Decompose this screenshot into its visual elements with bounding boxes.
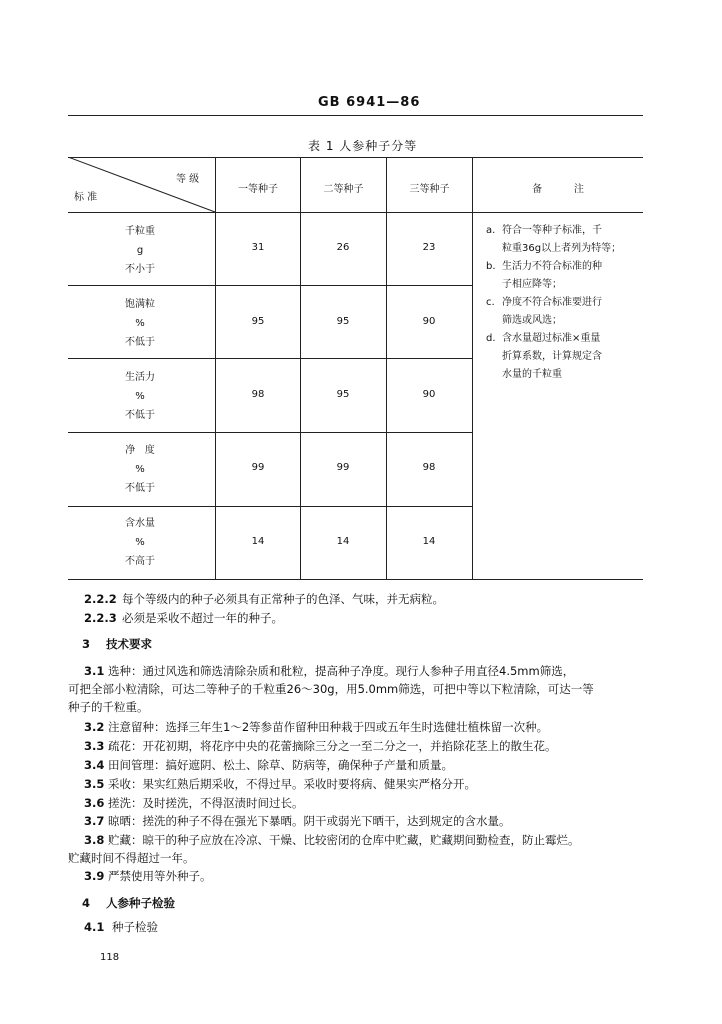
clause-2-2-2: 2.2.2 每个等级内的种子必须具有正常种子的色泽、气味，并无病粒。 xyxy=(84,592,444,606)
criterion-unit: g xyxy=(136,245,144,256)
value-cell: 95 xyxy=(336,389,350,400)
remark-text: 符合一等种子标准，千 xyxy=(502,225,602,236)
remark-text: 生活力不符合标准的种 xyxy=(502,261,602,272)
row-rule xyxy=(68,432,472,433)
remark-item xyxy=(486,330,621,384)
row-rule xyxy=(68,506,472,507)
col-rule xyxy=(386,157,387,579)
col-rule xyxy=(215,157,216,579)
criterion-limit: 不低于 xyxy=(125,483,155,494)
remark-text: 水量的千粒重 xyxy=(502,369,562,380)
clause-3-8-cont: 贮藏时间不得超过一年。 xyxy=(68,851,195,865)
value-cell: 14 xyxy=(251,536,265,547)
remark-text: 子相应降等； xyxy=(502,279,562,290)
col-rule xyxy=(300,157,301,579)
criterion-name: 饱满粒 xyxy=(125,299,155,310)
page-number: 118 xyxy=(100,952,120,963)
clause-3-9: 3.9 严禁使用等外种子。 xyxy=(84,869,212,883)
header-rule xyxy=(68,115,643,116)
criterion-unit: % xyxy=(135,464,145,475)
remark-item xyxy=(486,258,621,294)
criterion-unit: % xyxy=(135,391,145,402)
value-cell: 99 xyxy=(336,462,350,473)
criterion-unit: % xyxy=(135,537,145,548)
col-rule xyxy=(472,157,473,579)
criterion-cell xyxy=(70,441,210,498)
clause-4-1: 4.1 种子检验 xyxy=(84,920,158,934)
standard-code: GB 6941—86 xyxy=(318,95,421,110)
criterion-limit: 不低于 xyxy=(125,410,155,421)
col-header-grade3: 三等种子 xyxy=(409,184,450,195)
clause-3-7: 3.7 晾晒：搓洗的种子不得在强光下暴晒。阴干或弱光下晒干，达到规定的含水量。 xyxy=(84,814,511,828)
col-header-grade1: 一等种子 xyxy=(238,184,278,195)
remarks-list xyxy=(486,222,621,384)
value-cell: 23 xyxy=(422,242,436,253)
clause-2-2-3: 2.2.3 必须是采收不超过一年的种子。 xyxy=(84,611,283,625)
header-grade: 等 级 xyxy=(176,174,200,185)
clause-3-4: 3.4 田间管理：搞好遮阴、松土、除草、防病等，确保种子产量和质量。 xyxy=(84,758,453,772)
clause-3-3: 3.3 疏花：开花初期，将花序中央的花蕾摘除三分之一至二分之一，并掐除花茎上的散生花。 xyxy=(84,739,557,753)
remark-text: 含水量超过标准×重量 xyxy=(502,333,601,344)
remark-mark: d. xyxy=(486,333,496,344)
criterion-limit: 不高于 xyxy=(125,556,155,567)
value-cell: 98 xyxy=(422,462,436,473)
row-rule xyxy=(68,285,472,286)
value-cell: 98 xyxy=(251,389,265,400)
criterion-cell xyxy=(70,295,210,352)
value-cell: 31 xyxy=(251,242,265,253)
clause-3-1-cont: 可把全部小粒清除，可达二等种子的千粒重26～30g，用5.0mm筛选，可把中等以下粒清除，可达一等 xyxy=(68,682,594,696)
remark-item xyxy=(486,294,621,330)
remark-text: 净度不符合标准要进行 xyxy=(502,297,602,308)
table-bottom-rule xyxy=(68,579,643,580)
criterion-cell xyxy=(70,368,210,425)
table-caption: 表 1 人参种子分等 xyxy=(308,139,418,153)
col-header-grade2: 二等种子 xyxy=(323,184,364,195)
col-header-remarks: 备 注 xyxy=(532,184,584,195)
clause-3-2: 3.2 注意留种：选择三年生1～2等参苗作留种田种栽于四或五年生时选健壮植株留一次种。 xyxy=(84,720,549,734)
remark-item xyxy=(486,222,621,258)
value-cell: 26 xyxy=(336,242,350,253)
value-cell: 90 xyxy=(422,389,436,400)
criterion-name: 含水量 xyxy=(125,518,155,529)
criterion-name: 净 度 xyxy=(125,445,155,456)
value-cell: 95 xyxy=(336,316,350,327)
criterion-name: 生活力 xyxy=(125,372,155,383)
row-rule xyxy=(68,358,472,359)
value-cell: 95 xyxy=(251,316,265,327)
criterion-name: 千粒重 xyxy=(125,226,155,237)
remark-text: 粒重36g以上者列为特等； xyxy=(502,243,622,254)
clause-3-6: 3.6 搓洗：及时搓洗，不得沤渍时间过长。 xyxy=(84,796,304,810)
remark-mark: c. xyxy=(486,297,495,308)
header-diagonal xyxy=(68,157,216,213)
clause-3-8: 3.8 贮藏：晾干的种子应放在冷凉、干燥、比较密闭的仓库中贮藏，贮藏期间勤检查，防止霉烂。 xyxy=(84,833,580,847)
section-3-heading: 3 技术要求 xyxy=(82,637,152,651)
remark-mark: a. xyxy=(486,225,496,236)
value-cell: 99 xyxy=(251,462,265,473)
clause-3-1-cont: 种子的千粒重。 xyxy=(68,700,149,714)
clause-3-5: 3.5 采收：果实红熟后期采收，不得过早。采收时要将病、健果实严格分开。 xyxy=(84,777,476,791)
criterion-unit: % xyxy=(135,318,145,329)
criterion-cell xyxy=(70,514,210,571)
header-criteria: 标 准 xyxy=(74,192,98,203)
value-cell: 14 xyxy=(336,536,350,547)
remark-mark: b. xyxy=(486,261,496,272)
clause-3-1: 3.1 选种：通过风选和筛选清除杂质和秕粒，提高种子净度。现行人参种子用直径4.5mm筛选， xyxy=(84,664,575,678)
criterion-limit: 不小于 xyxy=(125,264,155,275)
criterion-limit: 不低于 xyxy=(125,337,155,348)
criterion-cell xyxy=(70,222,210,279)
value-cell: 90 xyxy=(422,316,436,327)
remark-text: 折算系数，计算规定含 xyxy=(502,351,602,362)
remark-text: 筛选或风选； xyxy=(502,315,562,326)
value-cell: 14 xyxy=(422,536,436,547)
section-4-heading: 4 人参种子检验 xyxy=(82,896,175,910)
